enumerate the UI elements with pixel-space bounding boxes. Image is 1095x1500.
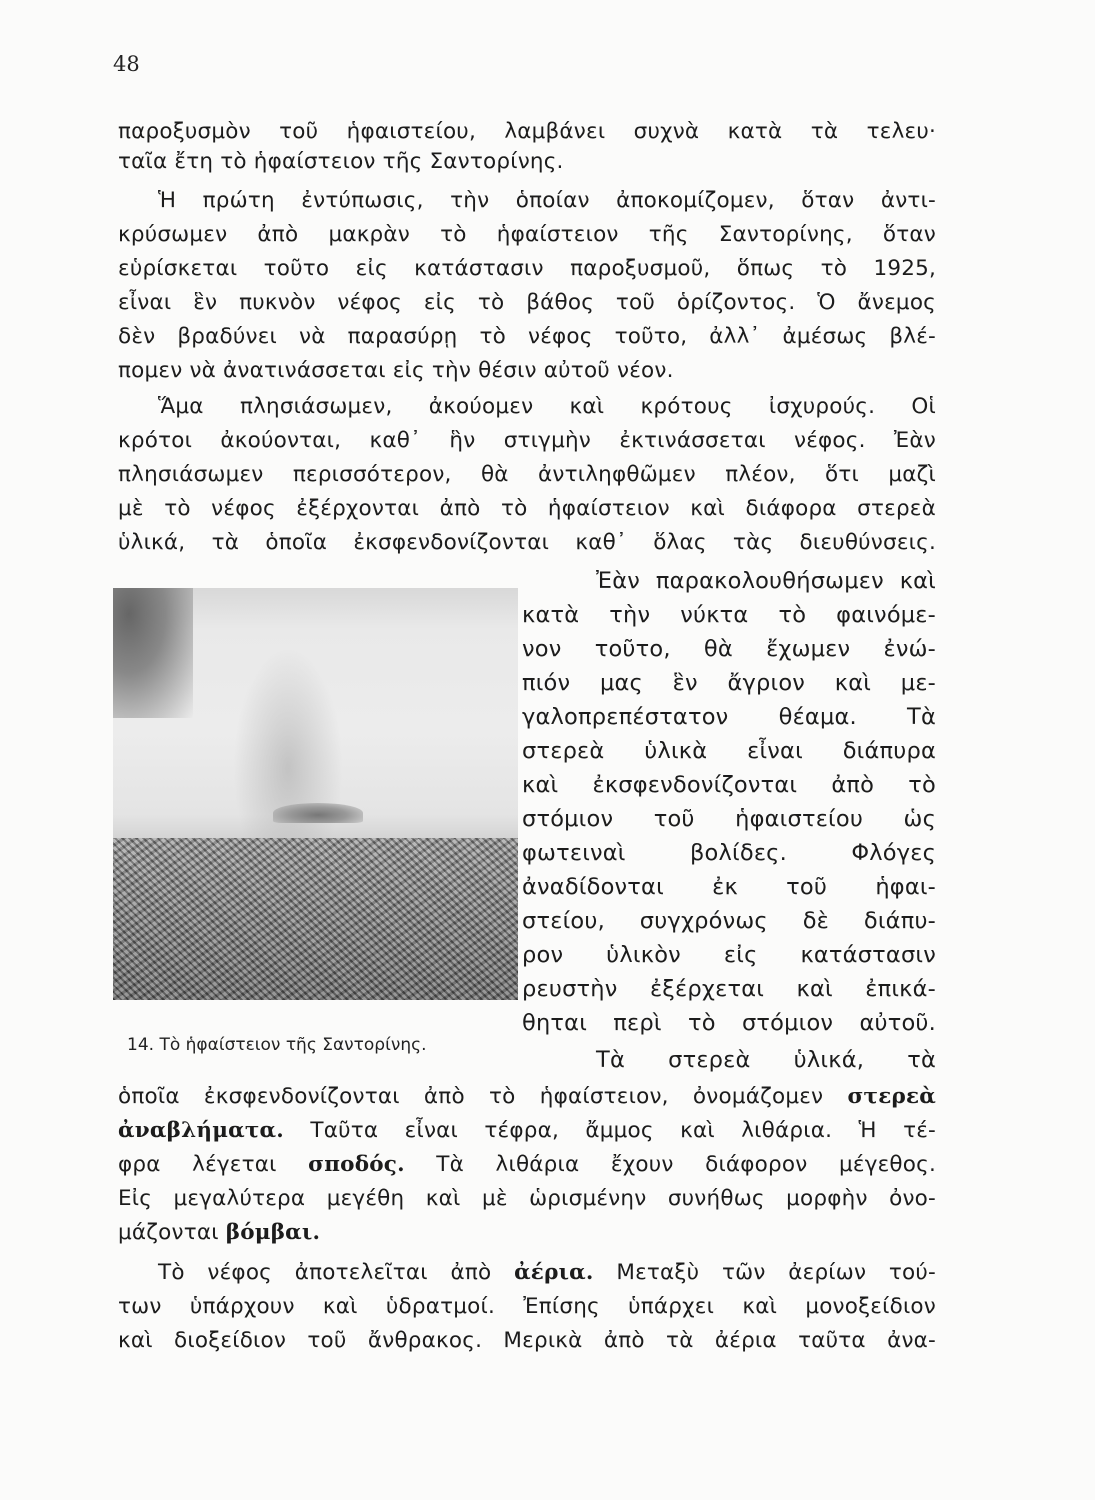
text-span: μάζονται (118, 1220, 226, 1245)
text-line: Ἡ πρώτη ἐντύπωσις, τὴν ὁποίαν ἀποκομίζομεν, ὅταν ἀντι- (158, 188, 936, 213)
figure-caption: 14. Τὸ ἡφαίστειον τῆς Σαντορίνης. (127, 1035, 427, 1055)
bold-term: στερεὰ (847, 1084, 936, 1109)
text-line: ρευστὴν ἐξέρχεται καὶ ἐπικά- (522, 976, 936, 1002)
text-line (118, 1082, 936, 1112)
text-line: θηται περὶ τὸ στόμιον αὐτοῦ. (522, 1010, 936, 1036)
text-line: φωτειναὶ βολίδες. Φλόγες (522, 840, 936, 866)
text-line (118, 1218, 936, 1248)
text-line (118, 1150, 936, 1180)
text-line: καὶ διοξείδιον τοῦ ἄνθρακος. Μερικὰ ἀπὸ τὰ ἀέρια ταῦτα ἀνα- (118, 1328, 936, 1353)
text-line: νον τοῦτο, θὰ ἔχωμεν ἐνώ- (522, 636, 936, 662)
text-line: των ὑπάρχουν καὶ ὑδρατμοί. Ἐπίσης ὑπάρχει καὶ μονοξείδιον (118, 1294, 936, 1319)
bold-term: βόμβαι. (225, 1220, 321, 1245)
text-span: ὁποῖα ἐκσφενδονίζονται ἀπὸ τὸ ἡφαίστειον, ὀνομάζομεν (118, 1084, 824, 1109)
text-line: εὑρίσκεται τοῦτο εἰς κατάστασιν παροξυσμοῦ, ὅπως τὸ 1925, (118, 256, 936, 281)
text-line: εἶναι ἓν πυκνὸν νέφος εἰς τὸ βάθος τοῦ ὁρίζοντος. Ὁ ἄνεμος (118, 290, 936, 315)
text-span: Τὰ λιθάρια ἔχουν διάφορον μέγεθος. (404, 1152, 936, 1177)
text-line (118, 1116, 936, 1146)
bold-term: ἀέρια. (514, 1260, 594, 1285)
text-line: καὶ ἐκσφενδονίζονται ἀπὸ τὸ (522, 772, 936, 798)
text-line: δὲν βραδύνει νὰ παρασύρῃ τὸ νέφος τοῦτο, ἀλλ᾽ ἀμέσως βλέ- (118, 324, 936, 349)
text-line (158, 1258, 936, 1288)
text-line: γαλοπρεπέστατον θέαμα. Τὰ (522, 704, 936, 730)
text-line: κατὰ τὴν νύκτα τὸ φαινόμε- (522, 602, 936, 628)
text-line: μὲ τὸ νέφος ἐξέρχονται ἀπὸ τὸ ἡφαίστειον καὶ διάφορα στερεὰ (118, 496, 936, 521)
volcano-photo (113, 588, 518, 1000)
text-line: ταῖα ἔτη τὸ ἡφαίστειον τῆς Σαντορίνης. (118, 149, 564, 174)
bold-term: σποδός. (308, 1152, 405, 1177)
text-span: Μεταξὺ τῶν ἀερίων τού- (593, 1260, 936, 1285)
text-span: φρα λέγεται (118, 1152, 309, 1177)
text-line: Ἅμα πλησιάσωμεν, ἀκούομεν καὶ κρότους ἰσχυρούς. Οἱ (158, 394, 936, 419)
text-span: Ταῦτα εἶναι τέφρα, ἄμμος καὶ λιθάρια. Ἡ τέ- (283, 1118, 936, 1143)
text-line: κρύσωμεν ἀπὸ μακρὰν τὸ ἡφαίστειον τῆς Σαντορίνης, ὅταν (118, 222, 936, 247)
text-line: πιόν μας ἓν ἄγριον καὶ με- (522, 670, 936, 696)
text-line: κρότοι ἀκούονται, καθ᾽ ἣν στιγμὴν ἐκτινάσσεται νέφος. Ἐὰν (118, 428, 936, 453)
volcano-cone (273, 803, 363, 823)
text-line: Τὰ στερεὰ ὑλικά, τὰ (596, 1047, 936, 1073)
page-number: 48 (113, 52, 140, 76)
text-line: Εἰς μεγαλύτερα μεγέθη καὶ μὲ ὡρισμένην συνήθως μορφὴν ὀνο- (118, 1186, 936, 1211)
smoke-cloud (113, 588, 193, 718)
text-line: ὑλικά, τὰ ὁποῖα ἐκσφενδονίζονται καθ᾽ ὅλας τὰς διευθύνσεις. (118, 530, 936, 555)
text-span: Τὸ νέφος ἀποτελεῖται ἀπὸ (158, 1260, 515, 1285)
text-line: πλησιάσωμεν περισσότερον, θὰ ἀντιληφθῶμεν πλέον, ὅτι μαζὶ (118, 462, 936, 487)
text-line: στείου, συγχρόνως δὲ διάπυ- (522, 908, 936, 934)
lava-field (113, 838, 518, 1000)
text-line: στερεὰ ὑλικὰ εἶναι διάπυρα (522, 738, 936, 764)
text-line: Ἐὰν παρακολουθήσωμεν καὶ (596, 568, 936, 594)
text-line: πομεν νὰ ἀνατινάσσεται εἰς τὴν θέσιν αὐτοῦ νέον. (118, 358, 674, 383)
text-line: στόμιον τοῦ ἡφαιστείου ὡς (522, 806, 936, 832)
text-line: ἀναδίδονται ἐκ τοῦ ἡφαι- (522, 874, 936, 900)
bold-term: ἀναβλήματα. (118, 1118, 284, 1143)
text-line: παροξυσμὸν τοῦ ἡφαιστείου, λαμβάνει συχνὰ κατὰ τὰ τελευ· (118, 119, 936, 144)
text-line: ρον ὑλικὸν εἰς κατάστασιν (522, 942, 936, 968)
